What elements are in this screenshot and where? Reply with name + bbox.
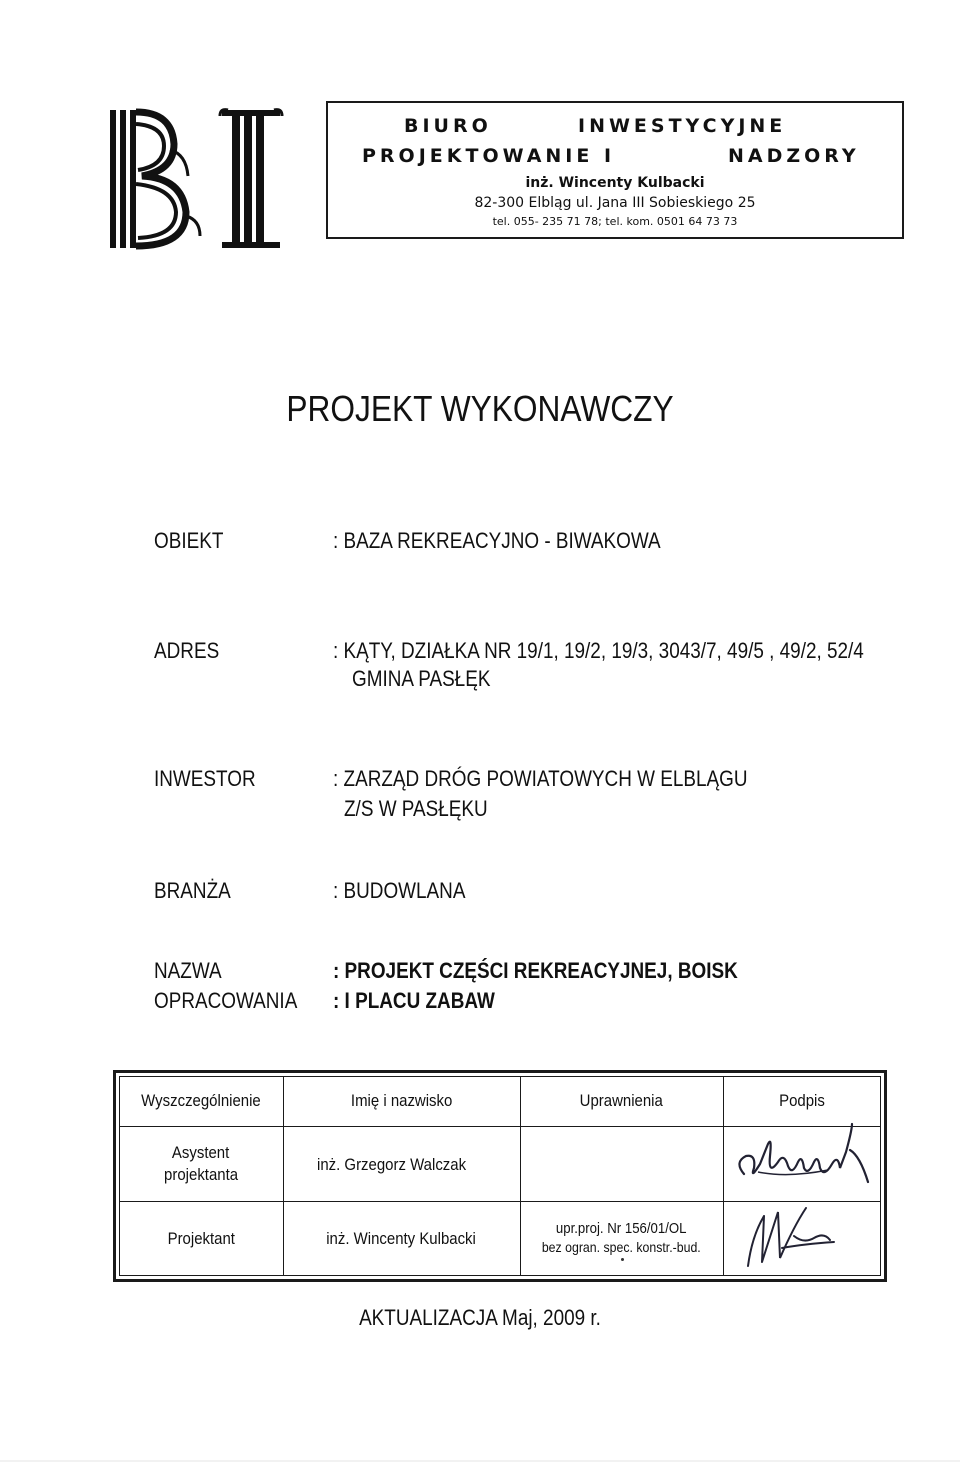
field-adres-value-line1: : KĄTY, DZIAŁKA NR 19/1, 19/2, 19/3, 3043/7, 49/5 , 49/2, 52/4 <box>333 638 864 663</box>
field-inwestor-label: INWESTOR <box>154 766 256 791</box>
table-header-uprawnienia <box>520 1076 723 1126</box>
table-header-label: Wyszczególnienie <box>141 1091 261 1111</box>
table-header-label: Imię i nazwisko <box>350 1091 453 1111</box>
field-nazwa-label-line1: NAZWA <box>154 958 222 983</box>
field-inwestor <box>0 766 960 826</box>
rights-line: bez ogran. spec. konstr.-bud. <box>542 1239 701 1256</box>
role-line: Projektant <box>167 1228 235 1248</box>
table-row-1-name <box>283 1126 520 1201</box>
field-nazwa-value-line1: : PROJEKT CZĘŚCI REKREACYJNEJ, BOISK <box>333 958 738 983</box>
table-header-podpis <box>723 1076 881 1126</box>
biuro-logo <box>102 104 294 254</box>
field-inwestor-value-line1: : ZARZĄD DRÓG POWIATOWYCH W ELBLĄGU <box>333 766 748 791</box>
field-branza-label: BRANŻA <box>154 878 231 903</box>
signature-walczak <box>728 1122 878 1194</box>
field-nazwa <box>0 958 960 1018</box>
company-name-word-projektowanie: PROJEKTOWANIE I <box>362 145 616 167</box>
field-obiekt-value: : BAZA REKREACYJNO - BIWAKOWA <box>333 528 661 553</box>
table-header-imie-nazwisko <box>283 1076 520 1126</box>
field-obiekt <box>0 528 960 558</box>
table-row-1-role <box>119 1126 283 1201</box>
field-adres-value-line2: GMINA PASŁĘK <box>352 666 491 691</box>
company-name-word-nadzory: NADZORY <box>728 145 860 167</box>
signature-kulbacki <box>734 1196 854 1276</box>
rights-line: upr.proj. Nr 156/01/OL <box>556 1220 687 1238</box>
table-header-wyszczegolnienie <box>119 1076 283 1126</box>
table-header-label: Uprawnienia <box>579 1091 664 1111</box>
role-line: projektanta <box>163 1164 239 1184</box>
company-name-word-biuro: BIURO <box>404 115 492 137</box>
field-nazwa-label-line2: OPRACOWANIA <box>154 988 298 1013</box>
field-branza <box>0 878 960 908</box>
field-obiekt-label: OBIEKT <box>154 528 224 553</box>
table-header-label: Podpis <box>779 1091 825 1111</box>
table-row-2-role <box>119 1201 283 1276</box>
company-phone: tel. 055- 235 71 78; tel. kom. 0501 64 73 73 <box>492 215 738 228</box>
company-engineer: inż. Wincenty Kulbacki <box>525 175 705 191</box>
table-row-2-rights <box>520 1201 723 1276</box>
table-row-1-rights <box>520 1126 723 1201</box>
person-name: inż. Grzegorz Walczak <box>317 1155 467 1174</box>
role-line: Asystent <box>172 1143 230 1163</box>
table-row-2-name <box>283 1201 520 1276</box>
field-nazwa-value-line2: : I PLACU ZABAW <box>333 988 495 1013</box>
company-name-word-inwestycyjne: INWESTYCYJNE <box>578 115 787 137</box>
field-branza-value: : BUDOWLANA <box>333 878 466 903</box>
person-name: inż. Wincenty Kulbacki <box>326 1228 477 1248</box>
update-note: AKTUALIZACJA Maj, 2009 r. <box>359 1305 601 1330</box>
field-adres-label: ADRES <box>154 638 220 663</box>
company-address: 82-300 Elbląg ul. Jana III Sobieskiego 25 <box>474 195 756 211</box>
company-header-box <box>326 101 904 239</box>
field-inwestor-value-line2: Z/S W PASŁĘKU <box>344 796 488 821</box>
stray-dot <box>621 1258 624 1261</box>
field-adres <box>0 638 960 698</box>
document-title: PROJEKT WYKONAWCZY <box>286 388 674 429</box>
